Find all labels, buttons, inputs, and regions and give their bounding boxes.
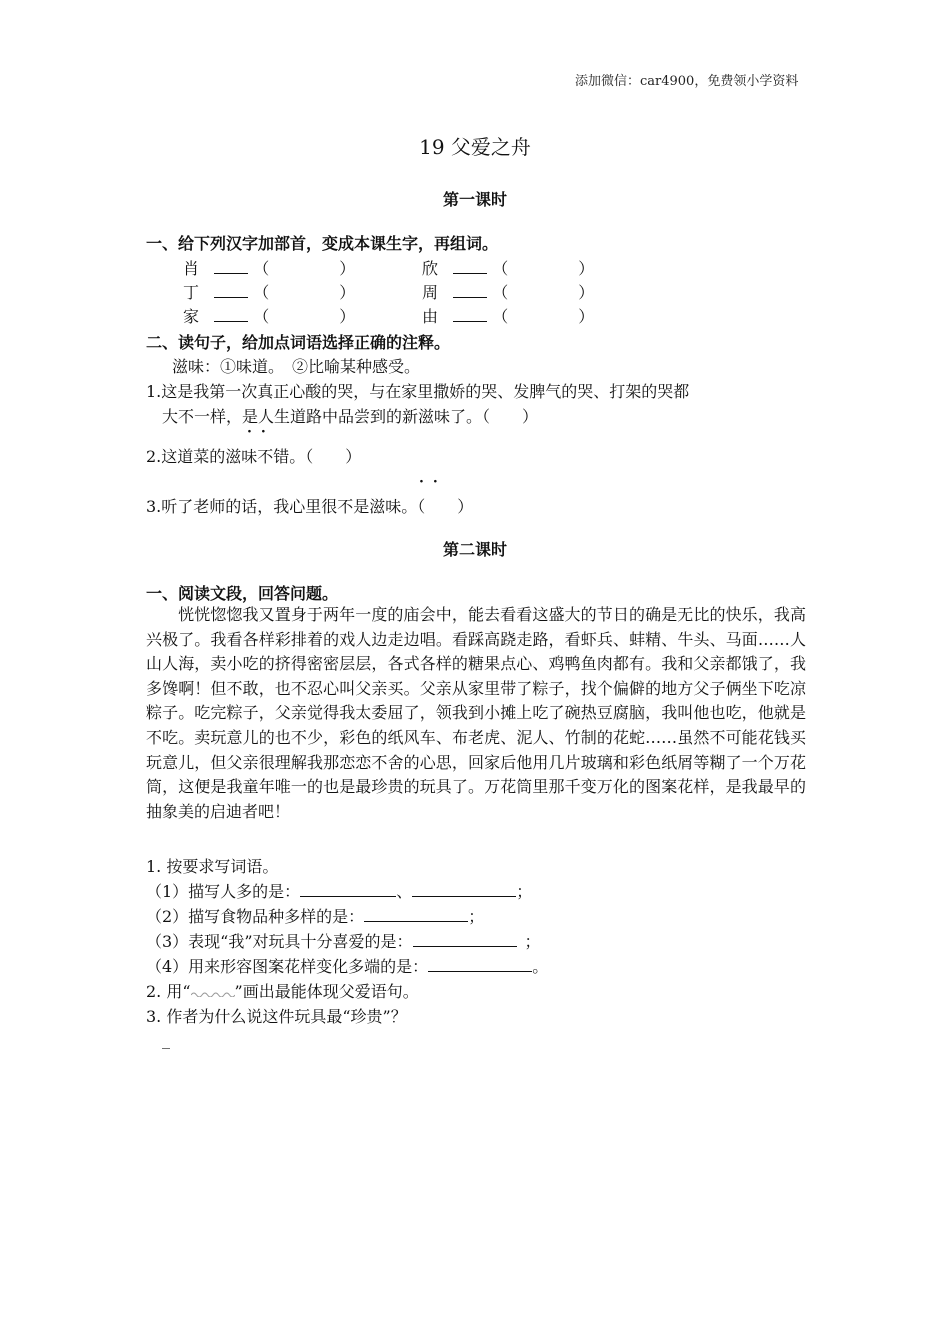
sentence-3: 3.听了老师的话，我心里很不是滋味。（ ） [146,497,474,516]
answer-blank[interactable] [300,882,396,897]
sub-question-2-post: ”画出最能体现父爱语句。 [234,982,419,1001]
char: 由 [422,307,439,326]
radical-blank[interactable] [453,307,487,322]
lesson2-heading: 第二课时 [442,540,507,559]
sub-question-2-pre: 2. 用“ [146,982,191,1001]
char-row-3-right [422,304,594,327]
char-row-1-right [422,256,594,279]
paren: ） [578,283,595,302]
punct: 。 [532,957,549,976]
reading-title: 一、阅读文段，回答问题。 [146,584,339,603]
radical-blank[interactable] [214,283,248,298]
radical-blank[interactable] [214,259,248,274]
lesson1-heading: 第一课时 [442,190,507,209]
emphasis-dots: ·· [247,424,275,440]
radical-blank[interactable] [453,283,487,298]
wavy-underline-icon [191,989,235,997]
answer-blank[interactable] [413,932,517,947]
char-row-2-right [422,280,594,303]
paren: ） [339,259,356,278]
separator: 、 [396,882,413,901]
radical-blank[interactable] [453,259,487,274]
q1-title: 一、给下列汉字加部首，变成本课生字，再组词。 [146,234,499,253]
sub-question-1b [146,904,484,927]
char-row-3-left [183,304,355,327]
sub-question-2 [146,979,419,1002]
punct: ； [524,932,541,951]
char: 家 [183,307,200,326]
sub-question-3: 3. 作者为什么说这件玩具最“珍贵”？ [146,1007,407,1026]
char: 欣 [422,259,439,278]
char-row-2-left [183,280,355,303]
sub-question-1a-label: （1）描写人多的是： [146,882,301,901]
definition: 滋味：①味道。 ②比喻某种感受。 [172,357,421,376]
sub-question-1b-label: （2）描写食物品种多样的是： [146,907,365,926]
reading-passage [146,603,806,824]
paren: ） [339,283,356,302]
page-title: 19 父爱之舟 [419,135,531,159]
emphasis-dots: ·· [419,474,447,490]
char-row-1-left [183,256,355,279]
sub-question-1a [146,879,532,902]
paren: ） [339,307,356,326]
char: 肖 [183,259,200,278]
header-note: 添加微信：car4900，免费领小学资料 [575,74,799,89]
radical-blank[interactable] [214,307,248,322]
paren: ） [578,259,595,278]
punct: ； [516,882,533,901]
answer-blank[interactable] [412,882,516,897]
sub-question-1: 1. 按要求写词语。 [146,857,279,876]
paren: （ [253,283,270,302]
sub-question-1c-label: （3）表现“我”对玩具十分喜爱的是： [146,932,413,951]
sub-question-1c [146,929,541,952]
q2-title: 二、读句子，给加点词语选择正确的注释。 [146,333,451,352]
answer-blank[interactable] [428,957,532,972]
paren: （ [492,283,509,302]
paren: （ [492,259,509,278]
sub-question-1d [146,954,548,977]
paren: （ [492,307,509,326]
paren: ） [578,307,595,326]
sentence-1-line-2: 大不一样，是人生道路中品尝到的新滋味了。（ ） [162,407,539,426]
sentence-2: 2.这道菜的滋味不错。（ ） [146,447,362,466]
punct: ； [468,907,485,926]
sub-question-1d-label: （4）用来形容图案花样变化多端的是： [146,957,429,976]
paren: （ [253,259,270,278]
answer-blank[interactable] [364,907,468,922]
answer-line[interactable]: _ [162,1030,170,1049]
char: 丁 [183,283,200,302]
char: 周 [422,283,439,302]
paren: （ [253,307,270,326]
sentence-1-line-1: 1.这是我第一次真正心酸的哭，与在家里撒娇的哭、发脾气的哭、打架的哭都 [146,382,690,401]
passage-text: 恍恍惚惚我又置身于两年一度的庙会中，能去看看这盛大的节日的确是无比的快乐，我高兴极了。我看各样彩排着的戏人边走边唱。看踩高跷走路，看虾兵、蚌精、牛头、马面……人山人海，卖小吃的挤得密密层层，各式各样的糖果点心、鸡鸭鱼肉都有。我和父亲都饿了，我多馋啊！但不敢，也不忍心叫父亲买。父亲从家里带了粽子，找个偏僻的地方父子俩坐下吃凉粽子。吃完粽子，父亲觉得我太委屈了，领我到小摊上吃了碗热豆腐脑，我叫他也吃，他就是不吃。卖玩意儿的也不少，彩色的纸风车、布老虎、泥人、竹制的花蛇……虽然不可能花钱买玩意儿，但父亲很理解我那恋恋不舍的心思，回家后他用几片玻璃和彩色纸屑等糊了一个万花筒，这便是我童年唯一的也是最珍贵的玩具了。万花筒里那千变万化的图案花样，是我最早的抽象美的启迪者吧！ [146,605,806,821]
